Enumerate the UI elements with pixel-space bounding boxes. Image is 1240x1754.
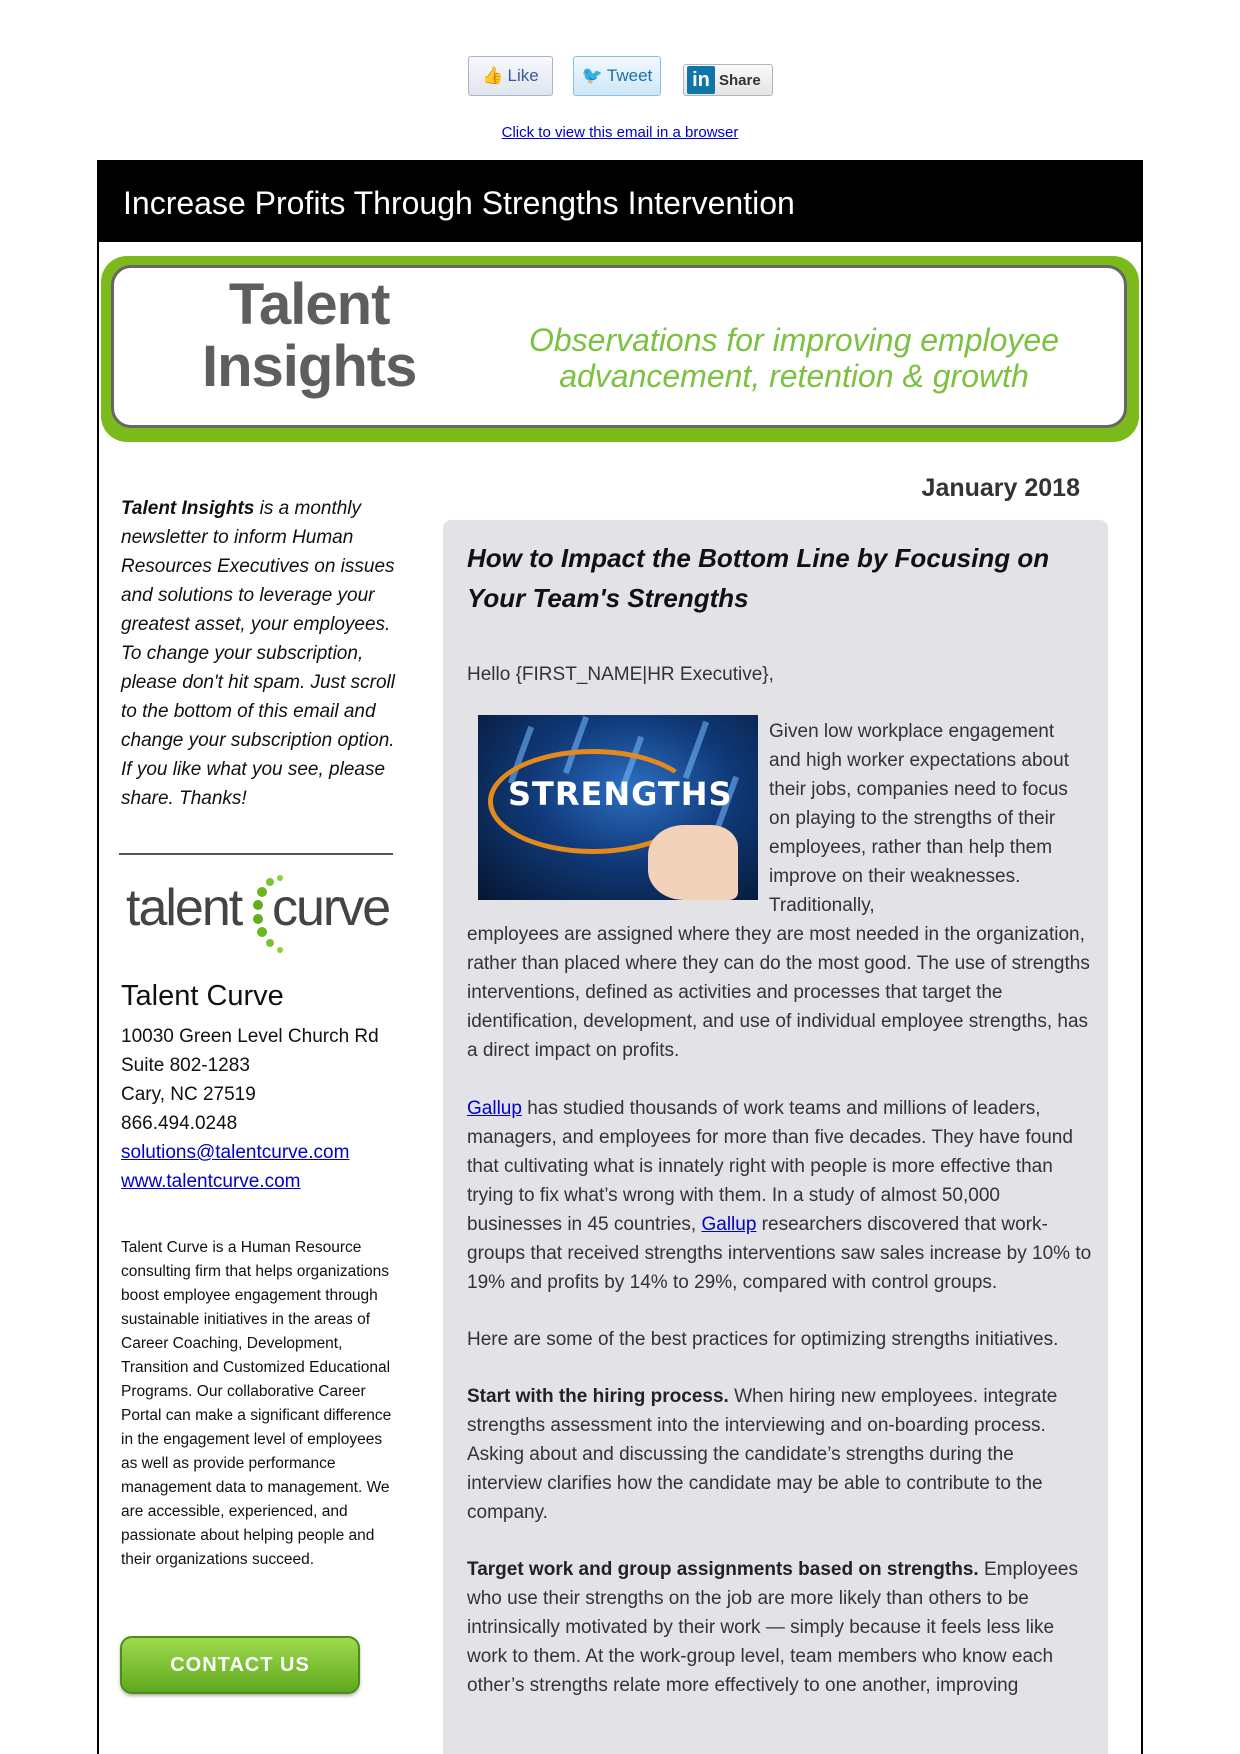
gallup-link[interactable]: Gallup: [701, 1214, 757, 1235]
talent-curve-logo: talent curve: [122, 868, 394, 958]
linkedin-icon: in: [687, 66, 715, 94]
article-paragraph: employees are assigned where they are most needed in the organization, rather than placed where they can do the most good. The use of strengths interventions, defined as activities and processes that target the identification, development, and use of individual employee strengths, has a direct impact on profits.: [467, 924, 1090, 1061]
sidebar-divider: [119, 853, 393, 855]
talent-insights-banner: [101, 256, 1139, 442]
view-in-browser-link[interactable]: Click to view this email in a browser: [501, 124, 739, 141]
article-title: How to Impact the Bottom Line by Focusing on Your Team's Strengths: [467, 543, 1050, 613]
social-share-bar: [0, 56, 1240, 98]
article-paragraph: Target work and group assignments based on strengths. Employees who use their strengths on the job are more likely than others to be intrinsically motivated by their work — simply because it feels less like work to them. At the work-group level, team members who know each other’s strengths relate more effectively to one another, improving: [467, 1559, 1078, 1696]
phone-number: 866.494.0248: [121, 1113, 238, 1134]
tweet-label: Tweet: [606, 66, 653, 85]
practice-heading: Target work and group assignments based on strengths.: [467, 1559, 979, 1580]
company-about: Talent Curve is a Human Resource consulting firm that helps organizations boost employee engagement through sustainable initiatives in the areas of Career Coaching, Development, Transition and Customized Educational Programs. Our collaborative Career Portal can make a significant difference in the engagement level of employees as well as provide performance management data to management. We are accessible, experienced, and passionate about helping people and their organizations succeed.: [121, 1239, 392, 1568]
share-label: Share: [719, 71, 761, 89]
banner-tagline: Observations for improving employee advancement, retention & growth: [528, 322, 1059, 394]
greeting: Hello {FIRST_NAME|HR Executive},: [467, 664, 774, 685]
strengths-image: [478, 715, 758, 900]
company-name: Talent Curve: [121, 980, 284, 1012]
address-line: Cary, NC 27519: [121, 1084, 256, 1105]
intro-bold: Talent Insights: [121, 498, 255, 519]
address-line: Suite 802-1283: [121, 1055, 250, 1076]
like-label: Like: [507, 66, 539, 85]
issue-date: January 2018: [921, 474, 1080, 502]
twitter-bird-icon: 🐦: [581, 66, 603, 85]
gallup-link[interactable]: Gallup: [467, 1098, 522, 1119]
intro-text: is a monthly newsletter to inform Human Resources Executives on issues and solutions to leverage your greatest asset, your employees. To change your subscription, please don't hit spam. Just scroll to the bottom of this email and change your subscription option. If you like what you see, please share. Thanks!: [121, 498, 395, 809]
contact-us-button[interactable]: CONTACT US: [120, 1636, 360, 1694]
address-line: 10030 Green Level Church Rd: [121, 1026, 379, 1047]
facebook-like-button[interactable]: [468, 56, 553, 96]
article-paragraph: Here are some of the best practices for optimizing strengths initiatives.: [467, 1329, 1059, 1350]
newsletter-intro: [121, 494, 401, 813]
email-title: Increase Profits Through Strengths Intervention: [97, 160, 1143, 242]
talent-insights-logo: Talent Insights: [202, 272, 417, 399]
article-paragraph: Given low workplace engagement and high worker expectations about their jobs, companies need to focus on playing to the strengths of their employees, rather than help them improve on their weaknesses. Traditionally,: [769, 721, 1069, 916]
linkedin-share-button[interactable]: [683, 64, 773, 96]
thumbs-up-icon: 👍: [482, 66, 504, 85]
email-link[interactable]: solutions@talentcurve.com: [121, 1142, 350, 1163]
article-paragraph: Start with the hiring process. When hiring new employees. integrate strengths assessment into the interviewing and on-boarding process. Asking about and discussing the candidate’s strengths during the interview clarifies how the candidate may be able to contribute to the company.: [467, 1386, 1058, 1523]
hand-icon: [648, 825, 738, 900]
strengths-word: STRENGTHS: [508, 775, 733, 813]
tweet-button[interactable]: [573, 56, 661, 96]
article-paragraph: Gallup has studied thousands of work teams and millions of leaders, managers, and employees for more than five decades. They have found that cultivating what is innately right with people is more effective than trying to fix what’s wrong with them. In a study of almost 50,000 businesses in 45 countries, Gallup researchers discovered that work-groups that received strengths interventions saw sales increase by 10% to 19% and profits by 14% to 29%, compared with control groups.: [467, 1098, 1092, 1293]
website-link[interactable]: www.talentcurve.com: [121, 1171, 301, 1192]
practice-heading: Start with the hiring process.: [467, 1386, 729, 1407]
company-address: [121, 1022, 379, 1196]
